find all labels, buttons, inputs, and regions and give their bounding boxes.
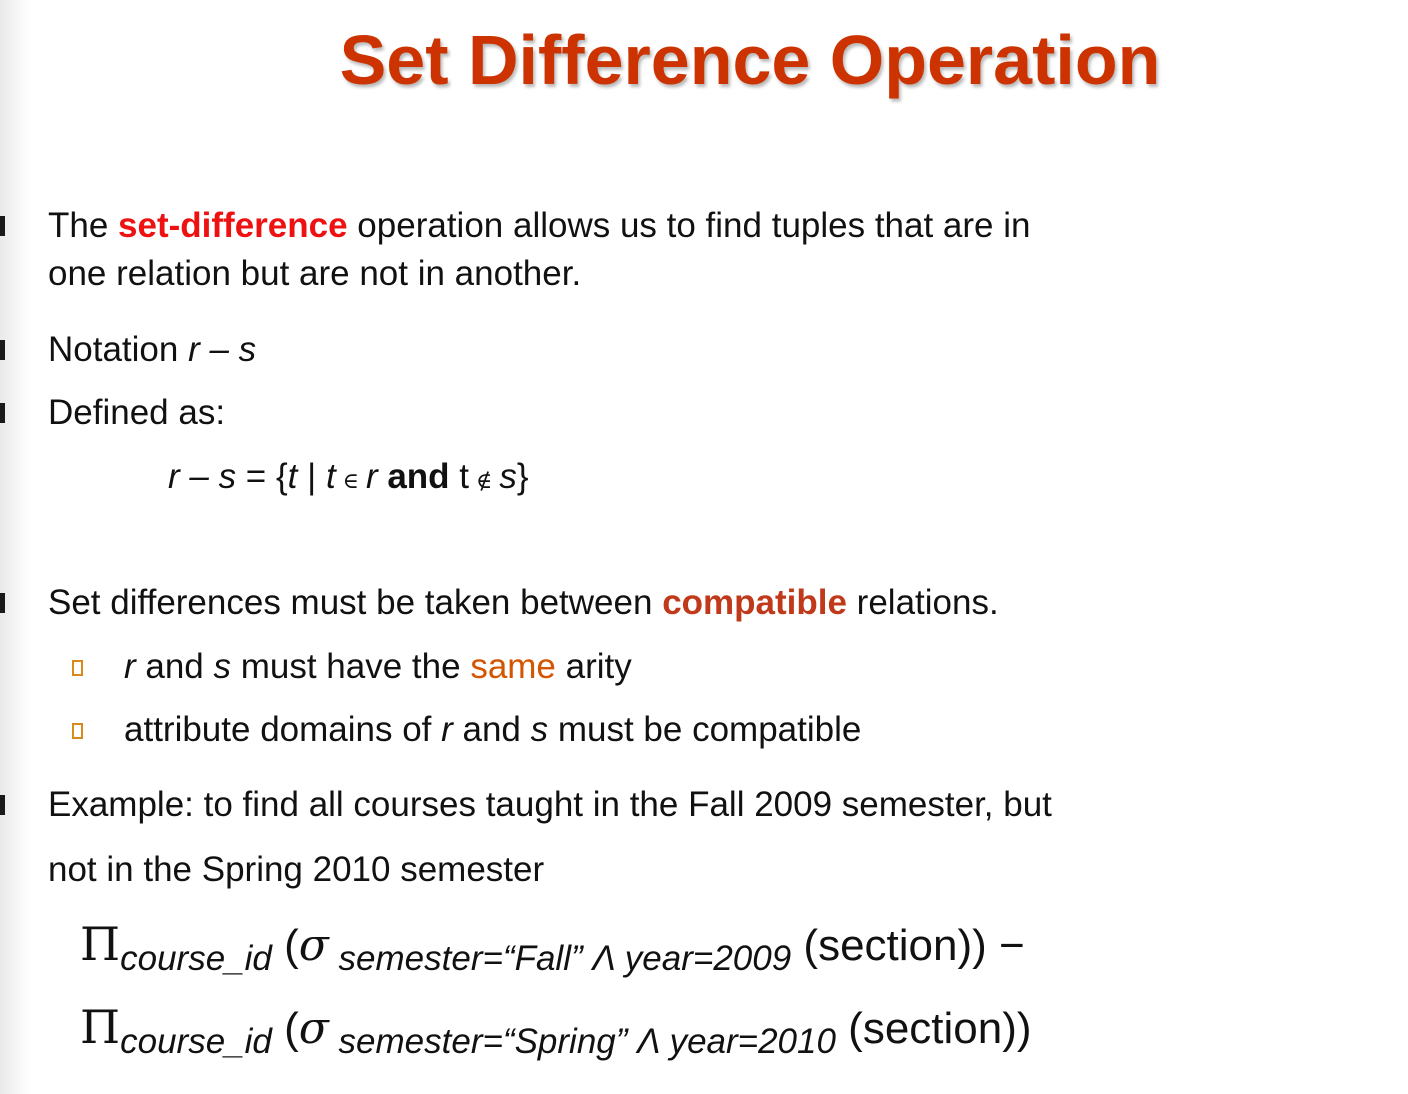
relational-expression-fall xyxy=(80,916,1025,977)
formula-and: and xyxy=(377,457,460,496)
relation-argument: (section)) xyxy=(791,921,987,970)
slide-edge-shadow xyxy=(0,0,30,1094)
selection-symbol: σ xyxy=(298,920,329,971)
formula-t: t xyxy=(459,457,470,496)
formula-close: } xyxy=(516,457,529,496)
bullet-notation xyxy=(48,330,256,370)
relational-expression-spring xyxy=(80,999,1032,1060)
projection-symbol: Π xyxy=(80,917,121,971)
projection-symbol: Π xyxy=(80,1000,121,1054)
text: must have the xyxy=(231,647,471,686)
bullet-example-line1: Example: to find all courses taught in the Fall 2009 semester, but xyxy=(48,785,1052,824)
projection-attribute: course_id xyxy=(120,1022,272,1061)
bullet-compatible xyxy=(48,583,999,623)
formula-t: t xyxy=(287,457,298,496)
bullet-set-difference-line2: one relation but are not in another. xyxy=(48,254,582,293)
term-compatible: compatible xyxy=(662,583,847,622)
sub-bullet-same-arity xyxy=(124,647,632,687)
formula-t: t xyxy=(325,457,336,496)
text: relations. xyxy=(846,583,999,622)
var-r: r xyxy=(441,710,453,749)
element-of-symbol: ∈ xyxy=(335,469,366,494)
term-same: same xyxy=(470,647,556,686)
selection-symbol: σ xyxy=(298,1003,329,1054)
minus-operator: − xyxy=(986,921,1025,970)
text: and xyxy=(452,710,531,749)
formula-r: r xyxy=(365,457,378,496)
paren-open: ( xyxy=(271,921,299,970)
bullet-set-difference-line1 xyxy=(48,206,1031,246)
sub-bullet-marker xyxy=(72,660,83,676)
selection-condition: semester=“Spring” Λ year=2010 xyxy=(328,1022,836,1061)
bullet-defined-as: Defined as: xyxy=(48,393,226,432)
bullet-marker xyxy=(0,593,5,613)
text: operation allows us to find tuples that are in xyxy=(347,206,1031,245)
bullet-example-line2: not in the Spring 2010 semester xyxy=(48,850,545,889)
sub-bullet-marker xyxy=(72,723,83,739)
bullet-marker xyxy=(0,216,5,236)
selection-condition: semester=“Fall” Λ year=2009 xyxy=(328,939,792,978)
relation-argument: (section)) xyxy=(835,1004,1032,1053)
bullet-marker xyxy=(0,340,5,360)
not-element-of-symbol: ∉ xyxy=(469,469,500,494)
var-s: s xyxy=(213,647,232,686)
text: arity xyxy=(555,647,632,686)
var-s: s xyxy=(530,710,549,749)
notation-expression: r – s xyxy=(188,330,257,369)
sub-bullet-domains xyxy=(124,710,861,750)
formula-lhs: r – s xyxy=(168,457,237,496)
var-r: r xyxy=(124,647,136,686)
bullet-marker xyxy=(0,795,5,815)
text: and xyxy=(135,647,214,686)
formula-eq: = { xyxy=(236,457,288,496)
term-set-difference: set-difference xyxy=(118,206,348,245)
paren-open: ( xyxy=(271,1004,299,1053)
bullet-marker xyxy=(0,403,5,423)
slide-title: Set Difference Operation xyxy=(339,21,1161,99)
text: Set differences must be taken between xyxy=(48,583,663,622)
text: The xyxy=(48,206,119,245)
formula-s: s xyxy=(499,457,517,496)
projection-attribute: course_id xyxy=(120,939,272,978)
text: must be compatible xyxy=(548,710,862,749)
text: Notation xyxy=(48,330,189,369)
formula-bar: | xyxy=(297,457,326,496)
definition-formula xyxy=(168,457,529,502)
text: attribute domains of xyxy=(124,710,442,749)
